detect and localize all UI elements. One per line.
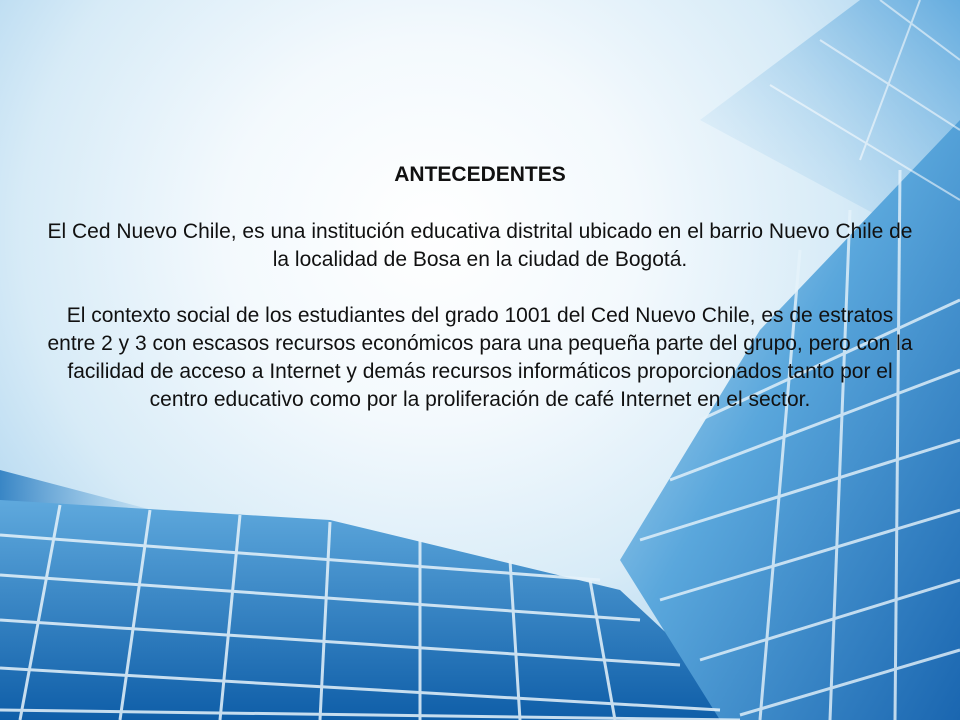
paragraph-institution: El Ced Nuevo Chile, es una institución educativa distrital ubicado en el barrio Nuevo Chile de la localidad de Bosa en la ciudad de Bogotá.	[47, 220, 913, 271]
slide-content	[40, 160, 920, 442]
slide-title: ANTECEDENTES	[394, 163, 566, 186]
paragraph-social-context: El contexto social de los estudiantes del grado 1001 del Ced Nuevo Chile, es de estratos entre 2 y 3 con escasos recursos económicos para una pequeña parte del grupo, pero con la facilidad de acceso a Internet y demás recursos informáticos proporcionados tanto por el centro educativo como por la proliferación de café Internet en el sector.	[47, 304, 913, 411]
